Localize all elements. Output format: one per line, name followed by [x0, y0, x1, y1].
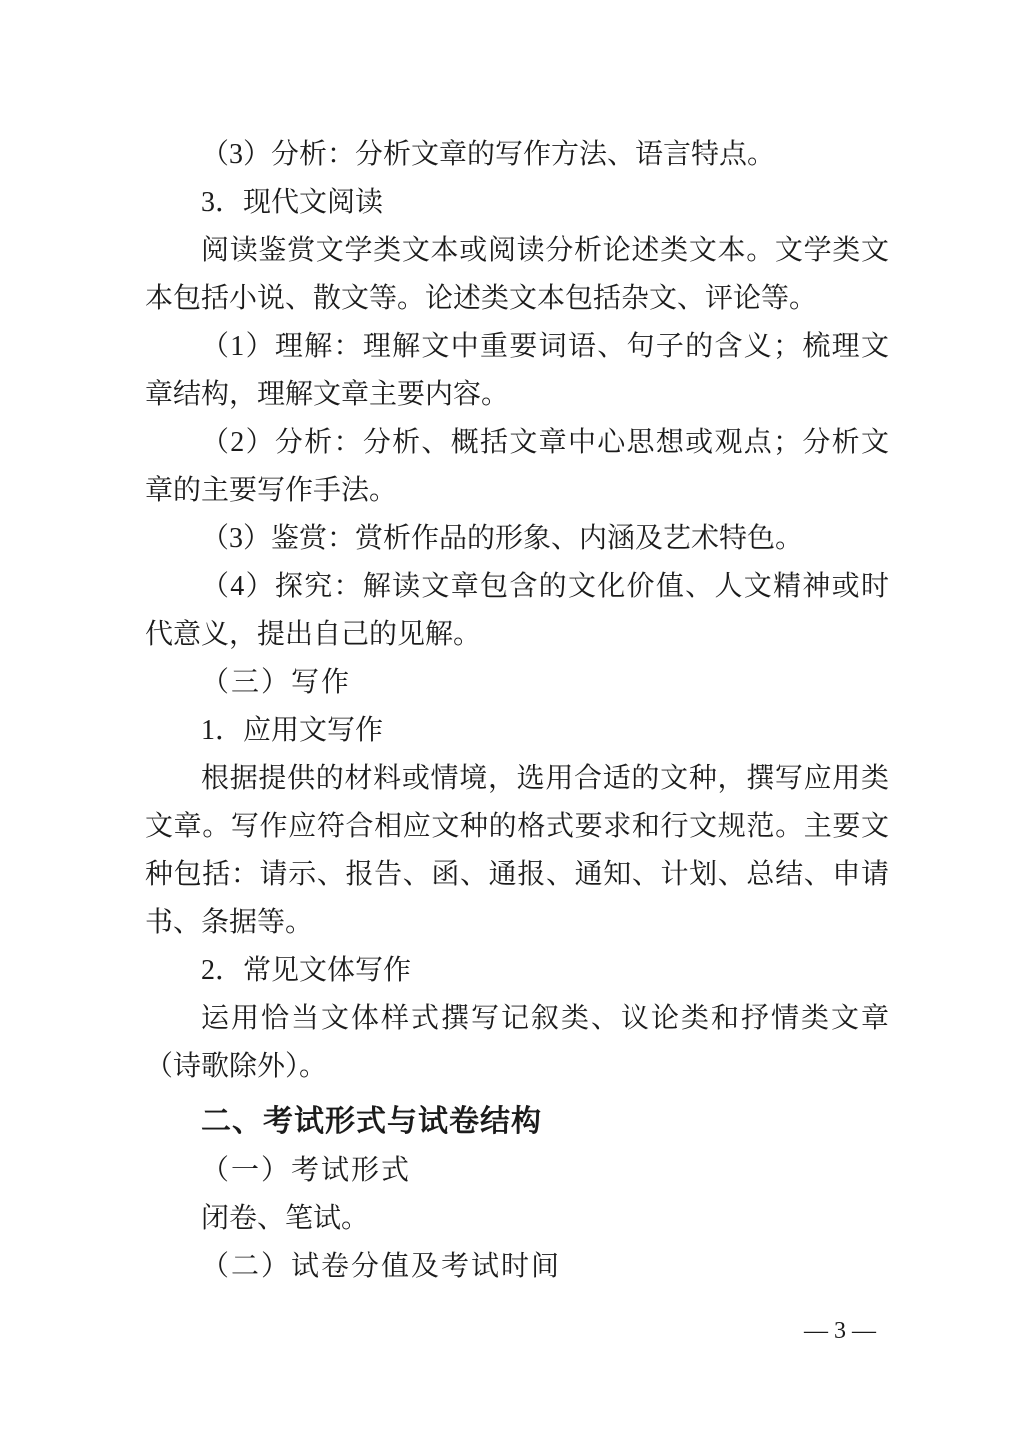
text-line: （3）鉴赏：赏析作品的形象、内涵及艺术特色。: [201, 523, 804, 554]
section-heading: [145, 1098, 889, 1146]
text-line: （4）探究：解读文章包含的文化价值、人文精神或时: [201, 571, 889, 602]
document-content: [145, 131, 889, 1291]
text-line: 二、考试形式与试卷结构: [201, 1105, 542, 1138]
text-line: 书、条据等。: [145, 907, 314, 938]
text-line: （1）理解：理解文中重要词语、句子的含义；梳理文: [201, 331, 889, 362]
text-line: 章结构，理解文章主要内容。: [145, 379, 510, 410]
text-line: （三）写作: [201, 667, 352, 698]
text-line: 运用恰当文体样式撰写记叙类、议论类和抒情类文章: [201, 1003, 889, 1034]
paragraph: [145, 227, 889, 323]
text-line: 代意义，提出自己的见解。: [145, 619, 482, 650]
paragraph: [145, 515, 889, 563]
paragraph: [145, 755, 889, 947]
paragraph: [145, 179, 889, 227]
text-line: （诗歌除外）。: [145, 1051, 328, 1082]
paragraph: [145, 947, 889, 995]
text-line: 本包括小说、散文等。论述类文本包括杂文、评论等。: [145, 283, 818, 314]
text-line: （一）考试形式: [201, 1155, 412, 1186]
page-number: — 3 —: [804, 1318, 876, 1344]
subsection-heading: [145, 659, 889, 707]
text-line: 种包括：请示、报告、函、通报、通知、计划、总结、申请: [145, 859, 889, 890]
text-line: 章的主要写作手法。: [145, 475, 398, 506]
text-line: 闭卷、笔试。: [201, 1203, 370, 1234]
text-line: 文章。写作应符合相应文种的格式要求和行文规范。主要文: [145, 811, 889, 842]
text-line: 阅读鉴赏文学类文本或阅读分析论述类文本。文学类文: [201, 235, 889, 266]
paragraph: [145, 563, 889, 659]
text-line: 根据提供的材料或情境，选用合适的文种，撰写应用类: [201, 763, 889, 794]
text-line: （2）分析：分析、概括文章中心思想或观点；分析文: [201, 427, 889, 458]
text-line: 2．常见文体写作: [201, 955, 412, 986]
subsection-heading: [145, 1243, 889, 1291]
paragraph: [145, 707, 889, 755]
subsection-heading: [145, 1147, 889, 1195]
text-line: （二）试卷分值及考试时间: [201, 1251, 562, 1282]
paragraph: [145, 323, 889, 419]
text-line: 1．应用文写作: [201, 715, 384, 746]
text-line: （3）分析：分析文章的写作方法、语言特点。: [201, 139, 776, 170]
paragraph: [145, 995, 889, 1091]
paragraph: [145, 1195, 889, 1243]
text-line: 3．现代文阅读: [201, 187, 384, 218]
paragraph: [145, 131, 889, 179]
paragraph: [145, 419, 889, 515]
